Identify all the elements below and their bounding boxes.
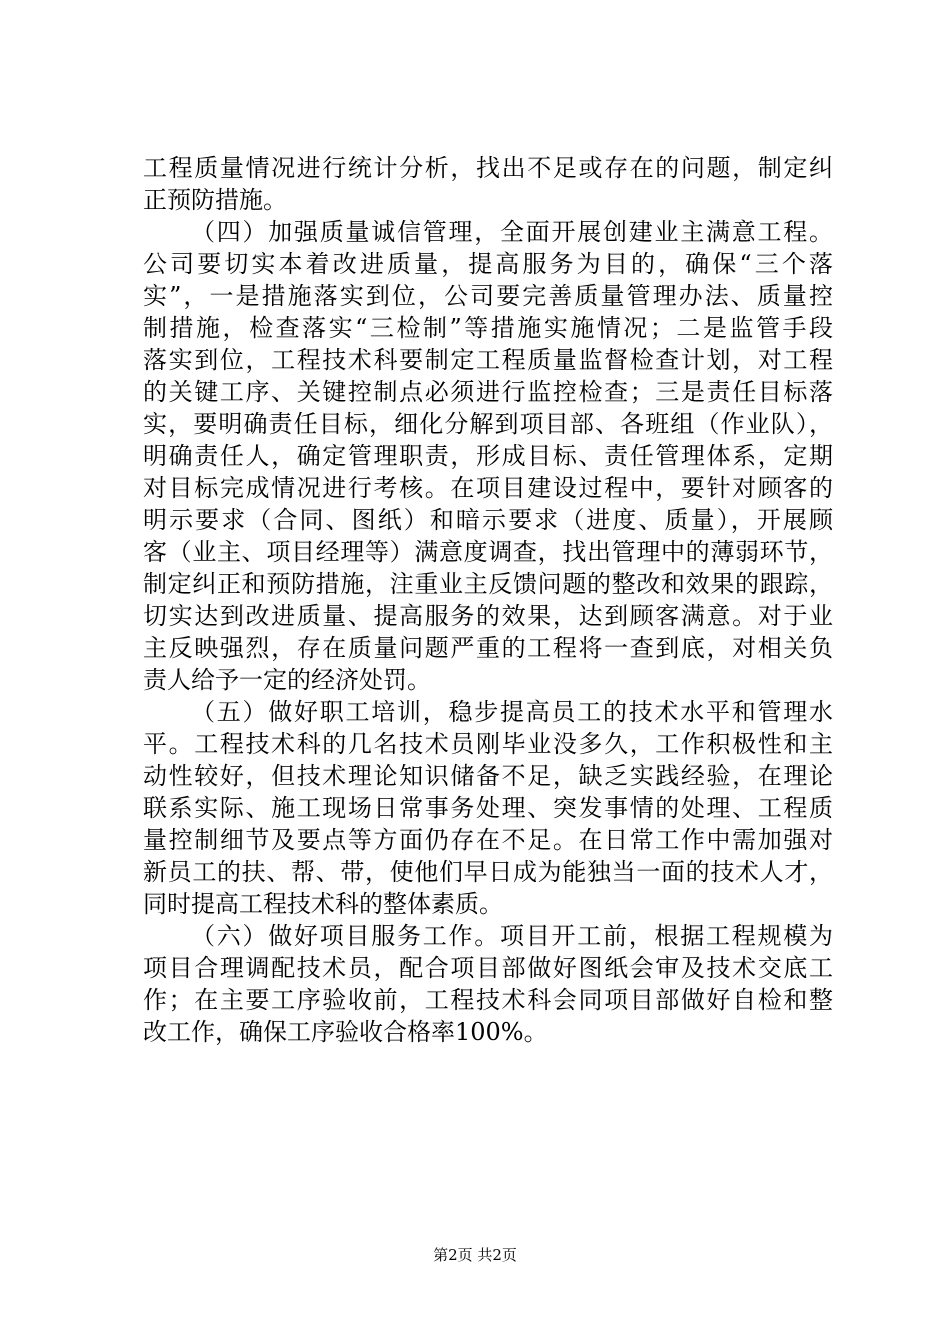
text-line: 实”，一是措施落实到位，公司要完善质量管理办法、质量控 (143, 282, 833, 310)
document-body (143, 152, 833, 1048)
text-line: 联系实际、施工现场日常事务处理、突发事情的处理、工程质 (143, 794, 833, 822)
text-line: （六）做好项目服务工作。项目开工前，根据工程规模为 (191, 922, 833, 950)
text-line: 客（业主、项目经理等）满意度调查，找出管理中的薄弱环节， (143, 538, 833, 566)
text-line: 落实到位，工程技术科要制定工程质量监督检查计划，对工程 (143, 346, 833, 374)
text-line: 明示要求（合同、图纸）和暗示要求（进度、质量），开展顾 (143, 506, 833, 534)
text-line: （五）做好职工培训，稳步提高员工的技术水平和管理水 (191, 698, 833, 726)
text-line: 实，要明确责任目标，细化分解到项目部、各班组（作业队）， (143, 410, 833, 438)
paragraph-section-4 (143, 216, 833, 696)
text-line: 的关键工序、关键控制点必须进行监控检查；三是责任目标落 (143, 378, 833, 406)
text-line: 制措施，检查落实“三检制”等措施实施情况；二是监管手段 (143, 314, 833, 342)
text-line: 工程质量情况进行统计分析，找出不足或存在的问题，制定纠 (143, 154, 833, 182)
text-line: （四）加强质量诚信管理，全面开展创建业主满意工程。 (191, 218, 833, 246)
text-line: 项目合理调配技术员，配合项目部做好图纸会审及技术交底工 (143, 954, 833, 982)
text-line: 明确责任人，确定管理职责，形成目标、责任管理体系，定期 (143, 442, 833, 470)
text-line: 公司要切实本着改进质量，提高服务为目的，确保“三个落 (143, 250, 833, 278)
text-line: 量控制细节及要点等方面仍存在不足。在日常工作中需加强对 (143, 826, 833, 854)
text-line: 平。工程技术科的几名技术员刚毕业没多久，工作积极性和主 (143, 730, 833, 758)
paragraph-section-6 (143, 920, 833, 1048)
text-line: 切实达到改进质量、提高服务的效果，达到顾客满意。对于业 (143, 602, 833, 630)
text-line: 新员工的扶、帮、带，使他们早日成为能独当一面的技术人才， (143, 858, 833, 886)
text-line: 主反映强烈，存在质量问题严重的工程将一查到底，对相关负 (143, 634, 833, 662)
text-line: 同时提高工程技术科的整体素质。 (143, 890, 503, 918)
text-line: 正预防措施。 (143, 186, 287, 214)
paragraph-section-5 (143, 696, 833, 920)
text-line: 对目标完成情况进行考核。在项目建设过程中，要针对顾客的 (143, 474, 833, 502)
page-number-footer: 第2页 共2页 (433, 1246, 517, 1264)
text-line: 作；在主要工序验收前，工程技术科会同项目部做好自检和整 (143, 986, 833, 1014)
text-line: 责人给予一定的经济处罚。 (143, 666, 431, 694)
text-line: 动性较好，但技术理论知识储备不足，缺乏实践经验，在理论 (143, 762, 833, 790)
text-line: 改工作，确保工序验收合格率100%。 (143, 1018, 548, 1046)
text-line: 制定纠正和预防措施，注重业主反馈问题的整改和效果的跟踪， (143, 570, 833, 598)
paragraph-continuation (143, 152, 833, 216)
